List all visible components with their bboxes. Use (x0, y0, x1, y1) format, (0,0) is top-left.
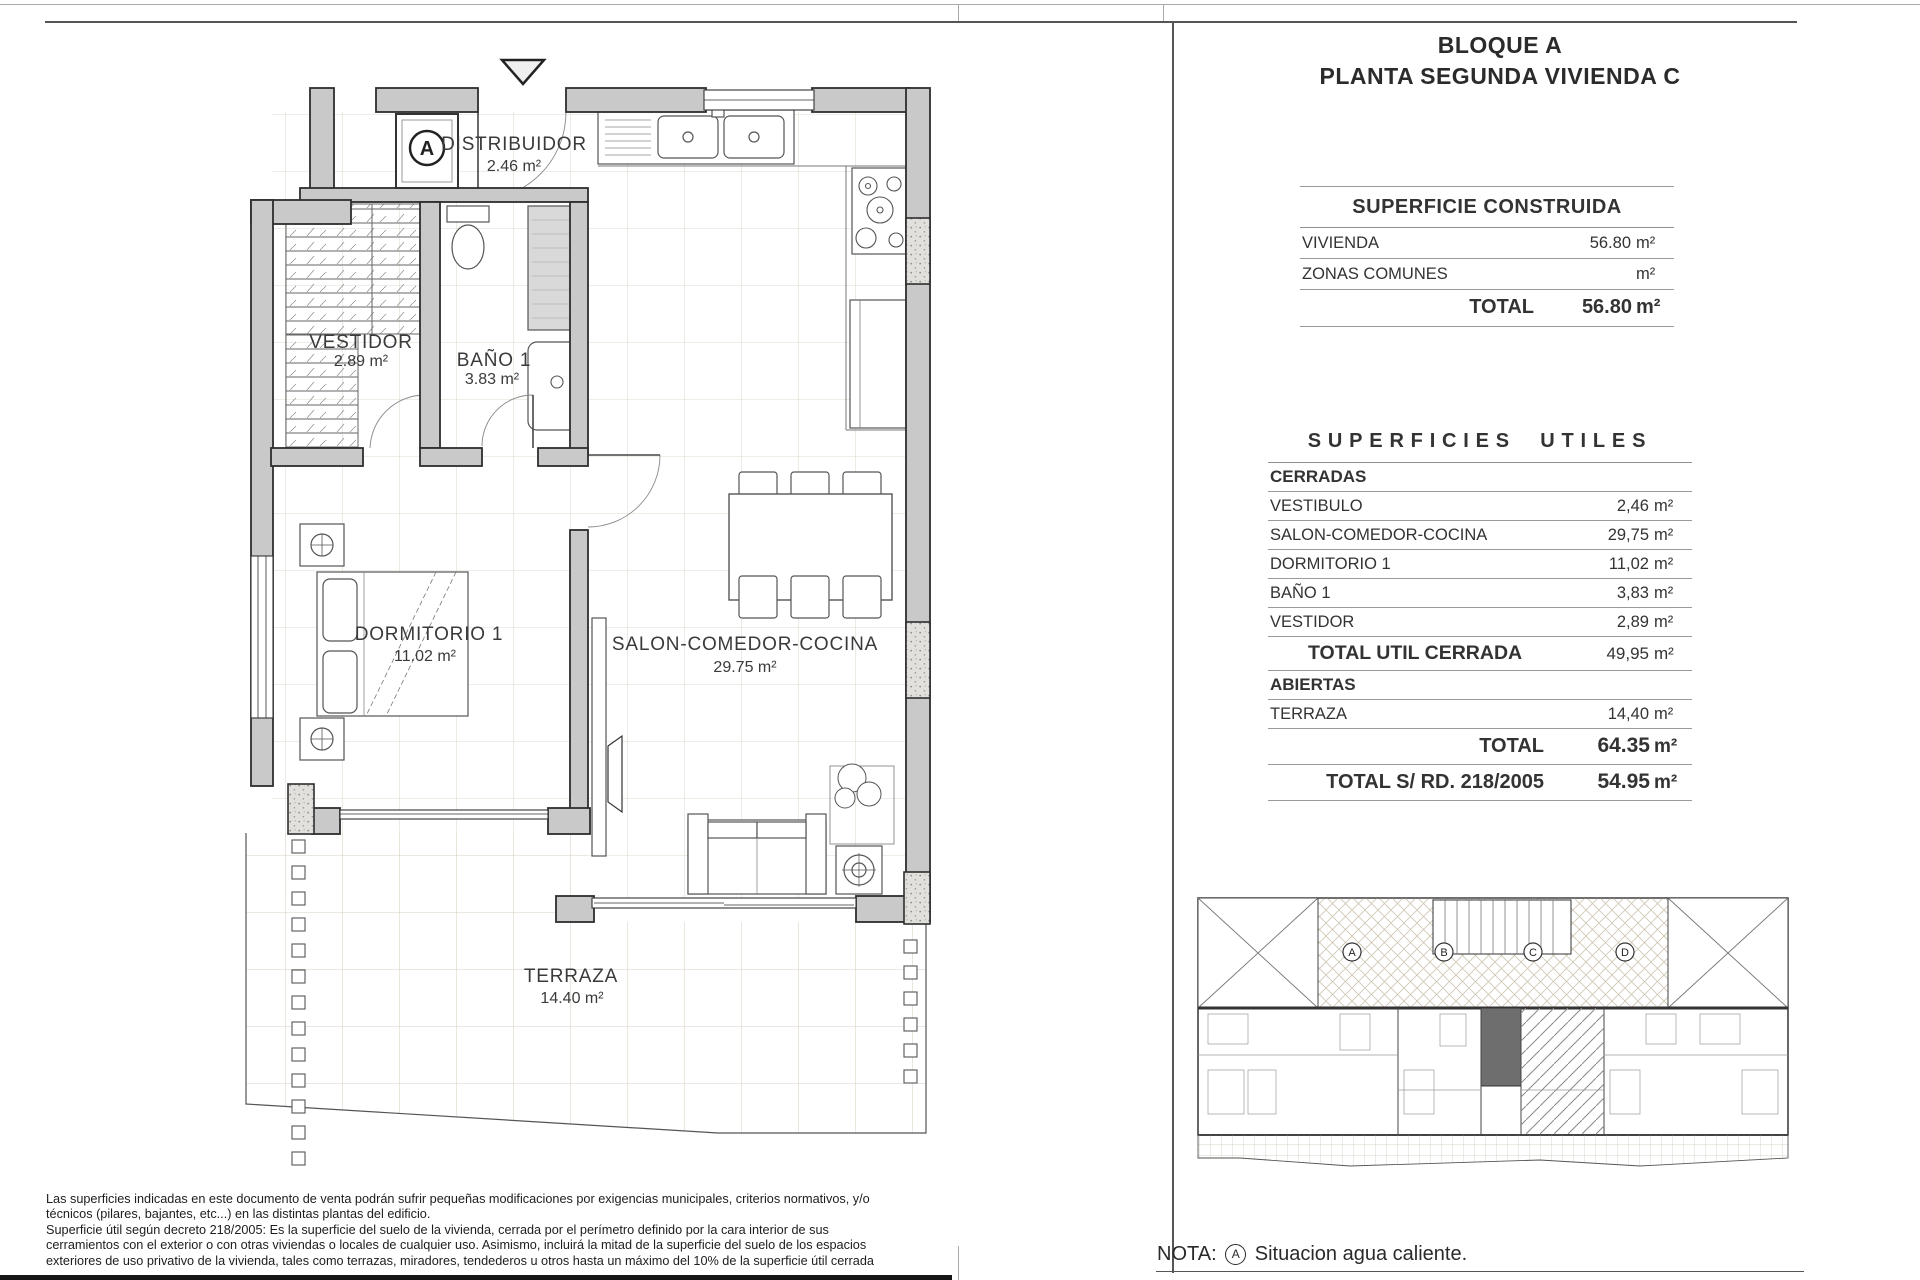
row-unit: m² (1654, 613, 1674, 631)
room-area-terraza: 14.40 m² (540, 990, 604, 1007)
section-abiertas: ABIERTAS (1268, 671, 1692, 700)
row-label: VIVIENDA (1302, 234, 1380, 252)
total-label: TOTAL UTIL CERRADA (1308, 642, 1523, 664)
hot-water-letter: A (419, 138, 435, 160)
toilet-tank (447, 206, 489, 222)
disclaimer-line: Superficie útil según decreto 218/2005: Es la superficie del suelo de la vivienda, cerrada por el perímetro definido por la cara interior de sus (46, 1222, 829, 1237)
room-label-bano: BAÑO 1 (456, 350, 532, 371)
table-row (1268, 521, 1692, 550)
bedroom-window (340, 810, 548, 819)
unit-marker-d: D (1621, 947, 1629, 959)
nota-line (1157, 1243, 1807, 1266)
top-hairline (0, 4, 1920, 5)
total-util-cerrada-row (1268, 637, 1692, 671)
media-wall (592, 618, 606, 856)
chair (739, 576, 777, 618)
sofa-armrest (806, 814, 826, 894)
section-cerradas: CERRADAS (1268, 463, 1692, 492)
nota-label: NOTA: (1157, 1243, 1217, 1265)
superficie-construida-table (1300, 186, 1674, 327)
row-label: DORMITORIO 1 (1270, 555, 1391, 573)
total-label: TOTAL (1479, 735, 1544, 757)
sofa-cushion (757, 822, 806, 838)
row-label: TERRAZA (1270, 705, 1348, 723)
row-label: VESTIBULO (1270, 497, 1363, 515)
room-area-bano: 3.83 m² (464, 371, 520, 388)
row-value: 14,40 (1607, 705, 1649, 723)
disclaimer (46, 1192, 966, 1269)
bottom-cut-bar (0, 1275, 952, 1280)
sofa-cushion (708, 822, 757, 838)
row-value: 56.80 (1589, 234, 1631, 252)
table-row (1300, 259, 1674, 290)
total-unit: m² (1654, 644, 1674, 663)
entry-arrow-icon (502, 60, 544, 84)
fridge (850, 300, 906, 428)
panel-divider (1172, 21, 1174, 1273)
key-plan-building (1198, 898, 1788, 1166)
side-window (251, 556, 273, 718)
sofa-armrest (688, 814, 708, 894)
utiles-total-rd-row (1268, 765, 1692, 801)
table-row (1268, 579, 1692, 608)
row-value: 29,75 (1607, 526, 1649, 544)
unit-marker-c: C (1529, 947, 1537, 959)
total-label: TOTAL (1469, 296, 1534, 318)
row-label: VESTIDOR (1270, 613, 1355, 631)
room-area-vestidor: 2.89 m² (333, 353, 389, 370)
row-value: 2,89 (1616, 613, 1649, 631)
table-row (1268, 608, 1692, 637)
utiles-title: SUPERFICIES UTILES (1268, 428, 1692, 463)
total-value: 56.80 (1581, 296, 1632, 318)
room-area-distribuidor: 2.46 m² (486, 158, 542, 175)
chair (843, 576, 881, 618)
total-value: 64.35 (1597, 734, 1650, 757)
table-row (1300, 228, 1674, 259)
superficies-utiles-table (1268, 428, 1692, 801)
row-label: SALON-COMEDOR-COCINA (1270, 526, 1488, 544)
room-label-salon: SALON-COMEDOR-COCINA (611, 634, 879, 655)
table-row (1268, 492, 1692, 521)
construida-title: SUPERFICIE CONSTRUIDA (1300, 187, 1674, 228)
room-label-terraza: TERRAZA (523, 966, 619, 987)
key-plan (1190, 890, 1810, 1180)
total-label: TOTAL S/ RD. 218/2005 (1326, 771, 1544, 793)
row-unit: m² (1654, 584, 1674, 602)
pillow (323, 579, 357, 641)
top-border (45, 21, 1797, 23)
room-area-salon: 29.75 m² (713, 659, 777, 676)
hot-water-symbol-legend: A (1225, 1244, 1246, 1265)
nota-text: Situacion agua caliente. (1254, 1243, 1468, 1265)
sheet-title-line1: BLOQUE A (1437, 32, 1563, 58)
nota-underline (1156, 1271, 1804, 1272)
room-label-distribuidor: DISTRIBUIDOR (441, 134, 587, 155)
disclaimer-line: Las superficies indicadas en este documento de venta podrán sufrir pequeñas modificaciones por exigencias municipales, criterios normativos, y/o (46, 1192, 870, 1206)
row-unit: m² (1654, 497, 1674, 515)
construida-total-row (1300, 290, 1674, 327)
sheet-title-line2: PLANTA SEGUNDA VIVIENDA C (1319, 63, 1681, 89)
row-unit: m² (1654, 705, 1674, 723)
total-unit: m² (1654, 772, 1678, 793)
floor-plan (240, 40, 940, 1180)
toilet-bowl (452, 225, 484, 269)
room-label-dormitorio: DORMITORIO 1 (354, 624, 504, 645)
room-area-dormitorio: 11.02 m² (394, 648, 456, 665)
top-tick-left (958, 4, 959, 22)
room-label-vestidor: VESTIDOR (309, 332, 413, 353)
row-value: 3,83 (1616, 584, 1649, 602)
table-row (1268, 700, 1692, 729)
row-value: 11,02 (1608, 555, 1649, 573)
table-row (1268, 550, 1692, 579)
unit-marker-b: B (1440, 947, 1448, 959)
row-label: BAÑO 1 (1270, 584, 1331, 602)
row-unit: m² (1654, 555, 1674, 573)
top-tick-right (1163, 4, 1164, 22)
sheet-title (1200, 30, 1800, 92)
row-unit: m² (1654, 526, 1674, 544)
disclaimer-line: técnicos (pilares, bajantes, etc...) en las distintas plantas del edificio. (46, 1207, 431, 1222)
total-value: 54.95 (1597, 770, 1650, 793)
total-unit: m² (1654, 736, 1678, 757)
row-value: 2,46 (1616, 497, 1649, 515)
chair (791, 576, 829, 618)
pillow (323, 651, 357, 713)
disclaimer-line: cerramientos con el exterior o con otras viviendas o locales de cualquier uso. Asimismo, incluirá la mitad de la superficie del suelo de los espacios (46, 1238, 867, 1253)
row-unit: m² (1636, 234, 1656, 252)
unit-marker-a: A (1348, 947, 1356, 959)
row-label: ZONAS COMUNES (1302, 265, 1448, 283)
tv (608, 736, 622, 812)
disclaimer-line: exteriores de uso privativo de la vivienda, tales como terrazas, miradores, tendederos u otros hasta un máximo del 10% de la superficie útil cerrada (46, 1253, 874, 1268)
key-plan-terrace (1198, 1135, 1788, 1166)
total-value: 49,95 (1606, 644, 1649, 663)
row-unit: m² (1636, 265, 1656, 283)
utiles-total-row (1268, 729, 1692, 765)
total-unit: m² (1636, 296, 1661, 318)
